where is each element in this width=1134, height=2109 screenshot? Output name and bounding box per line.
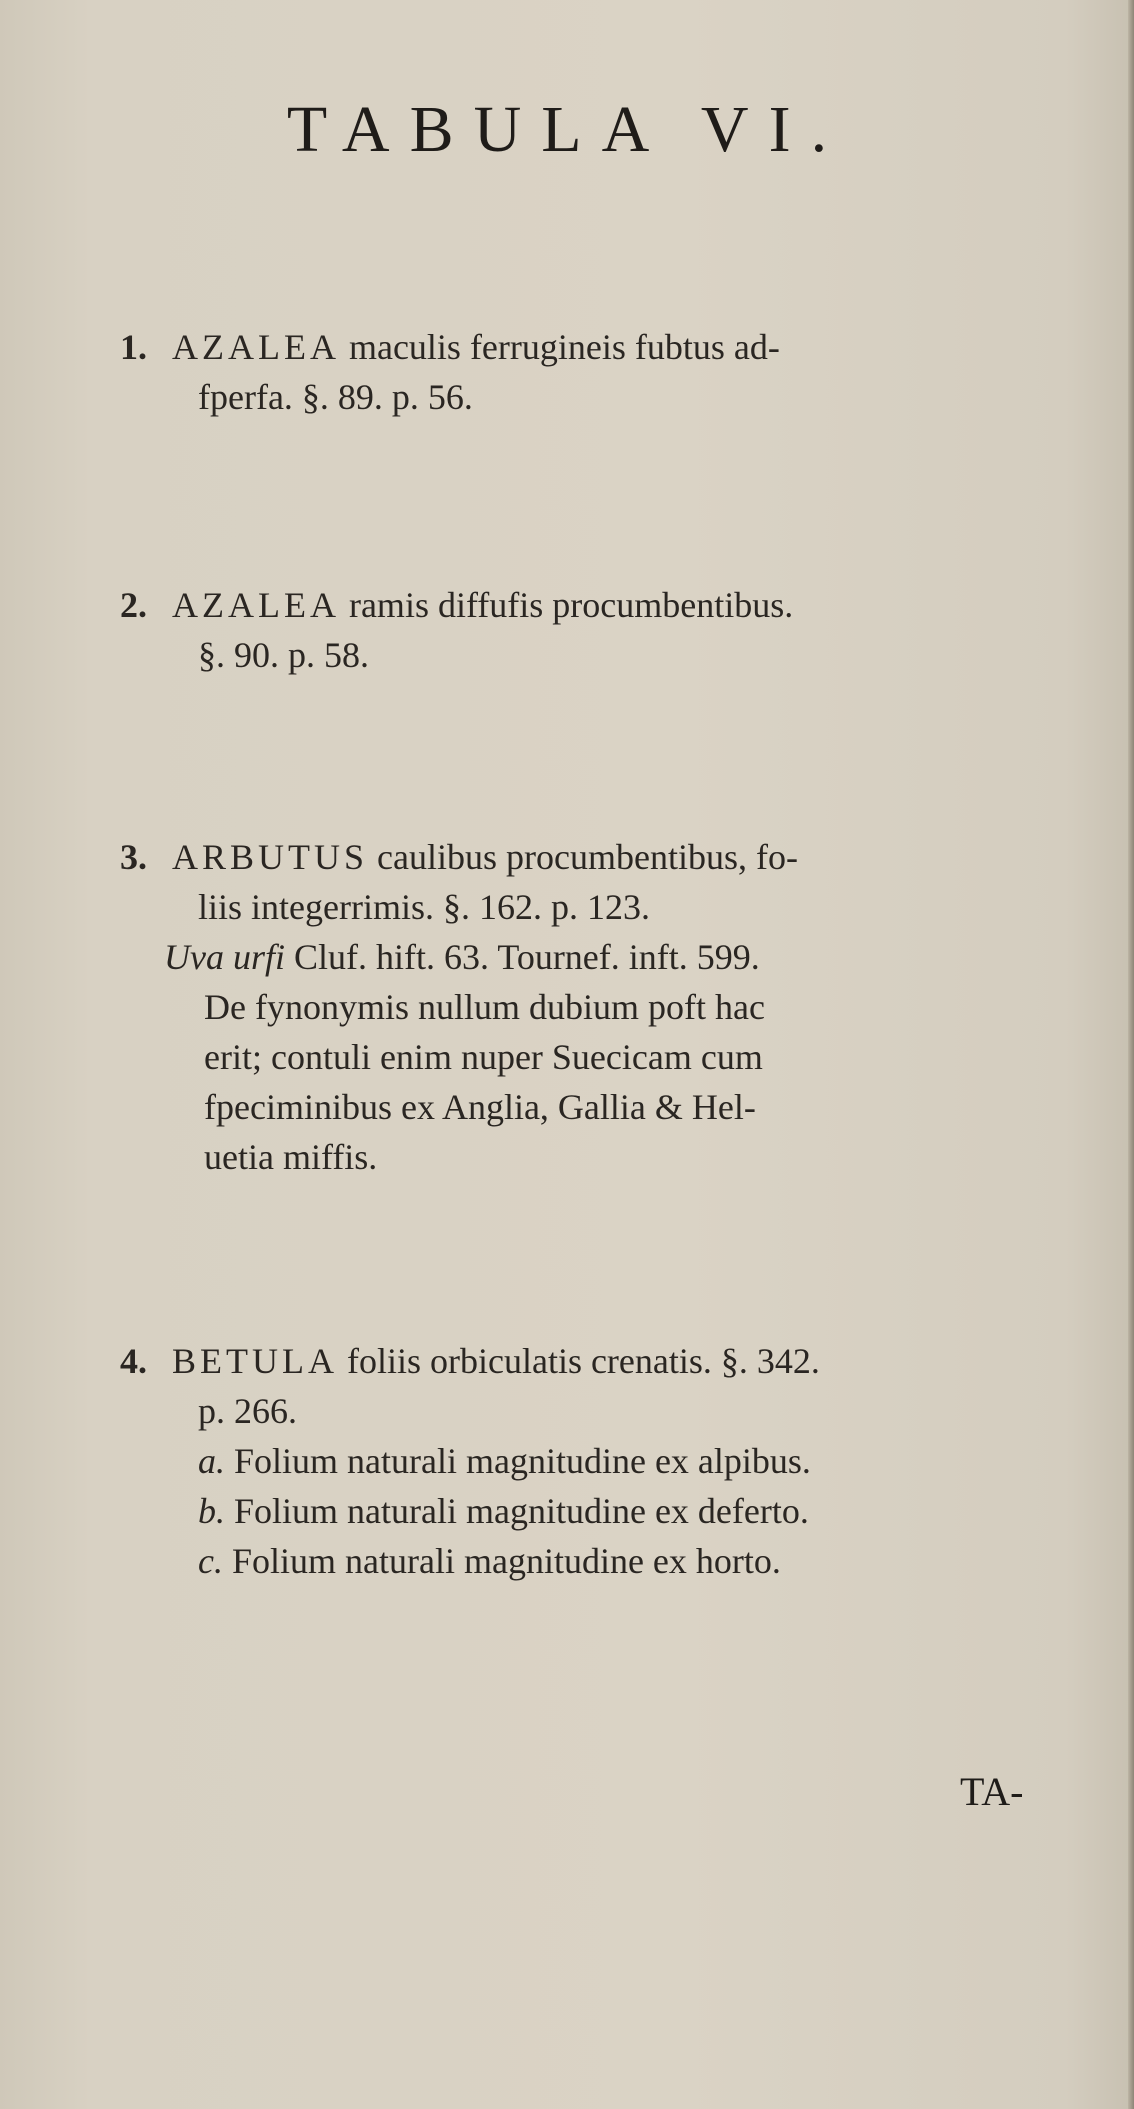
synonym-name: Uva urfi xyxy=(164,937,285,977)
sub-item-text: Folium naturali magnitudine ex horto. xyxy=(231,1541,781,1581)
synonym-reference: Cluf. hift. 63. Tournef. inft. 599. xyxy=(294,937,760,977)
genus-name: AZALEA xyxy=(172,585,340,625)
entry-3 xyxy=(120,832,1060,1182)
sub-item-letter: a. xyxy=(198,1441,225,1481)
genus-name: BETULA xyxy=(172,1341,338,1381)
entry-2 xyxy=(120,580,1060,680)
entry-4 xyxy=(120,1336,1060,1586)
entry-continuation: fperfa. §. 89. p. 56. xyxy=(198,377,473,417)
note-line: erit; contuli enim nuper Suecicam cum xyxy=(204,1037,763,1077)
synonym-line xyxy=(120,932,1060,982)
entry-number: 1. xyxy=(120,327,147,367)
sub-item xyxy=(120,1486,1060,1536)
entry-continuation: p. 266. xyxy=(198,1391,297,1431)
entry-text: ramis diffufis procumbentibus. xyxy=(348,585,794,625)
entry-1 xyxy=(120,322,1060,422)
entry-text: caulibus procumbentibus, fo- xyxy=(377,837,798,877)
page-title: TABULA VI. xyxy=(286,93,848,166)
catchword: TA- xyxy=(960,1769,1024,1814)
genus-name: ARBUTUS xyxy=(172,837,369,877)
sub-item-text: Folium naturali magnitudine ex deferto. xyxy=(234,1491,809,1531)
note-line: fpeciminibus ex Anglia, Gallia & Hel- xyxy=(204,1087,756,1127)
sub-item xyxy=(120,1436,1060,1486)
entry-number: 2. xyxy=(120,585,147,625)
entry-continuation: liis integerrimis. §. 162. p. 123. xyxy=(198,887,650,927)
note-line: De fynonymis nullum dubium poft hac xyxy=(204,987,765,1027)
genus-name: AZALEA xyxy=(172,327,340,367)
entry-continuation: §. 90. p. 58. xyxy=(198,635,369,675)
entry-text: maculis ferrugineis fubtus ad- xyxy=(348,327,780,367)
entry-number: 4. xyxy=(120,1341,147,1381)
sub-item-text: Folium naturali magnitudine ex alpibus. xyxy=(234,1441,811,1481)
entry-text: foliis orbiculatis crenatis. §. 342. xyxy=(346,1341,820,1381)
entry-number: 3. xyxy=(120,837,147,877)
sub-item xyxy=(120,1536,1060,1586)
sub-item-letter: b. xyxy=(198,1491,225,1531)
sub-item-letter: c. xyxy=(198,1541,223,1581)
note-line: uetia miffis. xyxy=(204,1137,378,1177)
page-edge xyxy=(1128,0,1134,2109)
